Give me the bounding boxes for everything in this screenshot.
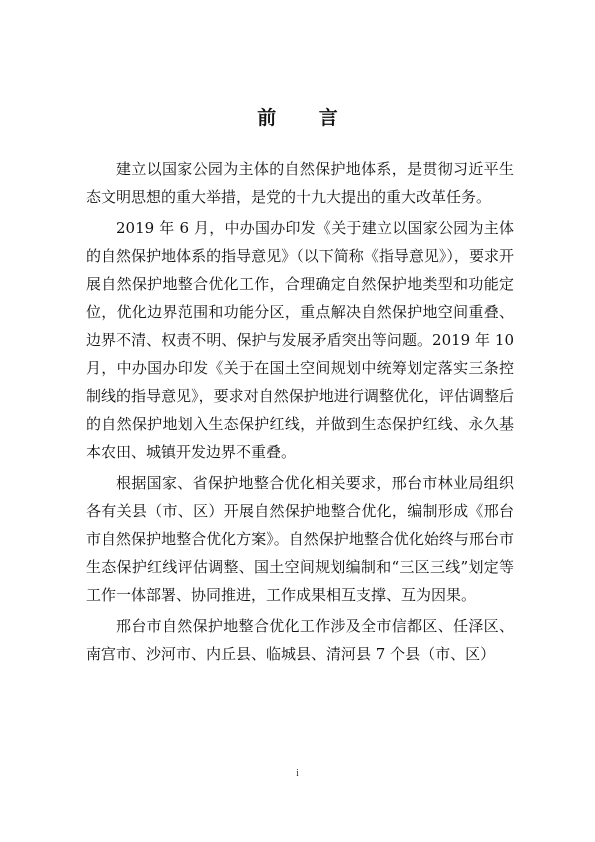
paragraph-3: 根据国家、省保护地整合优化相关要求，邢台市林业局组织各有关县（市、区）开展自然保护地整合优化，编制形成《邢台市自然保护地整合优化方案》。自然保护地整合优化始终与邢台市生态保护红线评估调整、国土空间规划编制和“三区三线”划定等工作一体部署、协同推进，工作成果相互支撑、互为因果。 <box>86 474 514 604</box>
page-title: 前 言 <box>257 107 356 129</box>
paragraph-4: 邢台市自然保护地整合优化工作涉及全市信都区、任泽区、南宫市、沙河市、内丘县、临城县、清河县 7 个县（市、区） <box>86 617 514 663</box>
paragraph-2: 2019 年 6 月，中办国办印发《关于建立以国家公园为主体的自然保护地体系的指导意见》（以下简称《指导意见》），要求开展自然保护地整合优化工作，合理确定自然保护地类型和功能定位，优化边界范围和功能分区，重点解决自然保护地空间重叠、边界不清、权责不明、保护与发展矛盾突出等问题。2019 年 10 月，中办国办印发《关于在国土空间规划中统筹划定落实三条控制线的指导意见》，要求对自然保护地进行调整优化，评估调整后的自然保护地划入生态保护红线，并做到生态保护红线、永久基本农田、城镇开发边界不重叠。 <box>86 219 514 461</box>
body-text <box>86 155 514 671</box>
paragraph-1: 建立以国家公园为主体的自然保护地体系，是贯彻习近平生态文明思想的重大举措，是党的十九大提出的重大改革任务。 <box>86 160 514 206</box>
page-number: i <box>296 768 299 779</box>
